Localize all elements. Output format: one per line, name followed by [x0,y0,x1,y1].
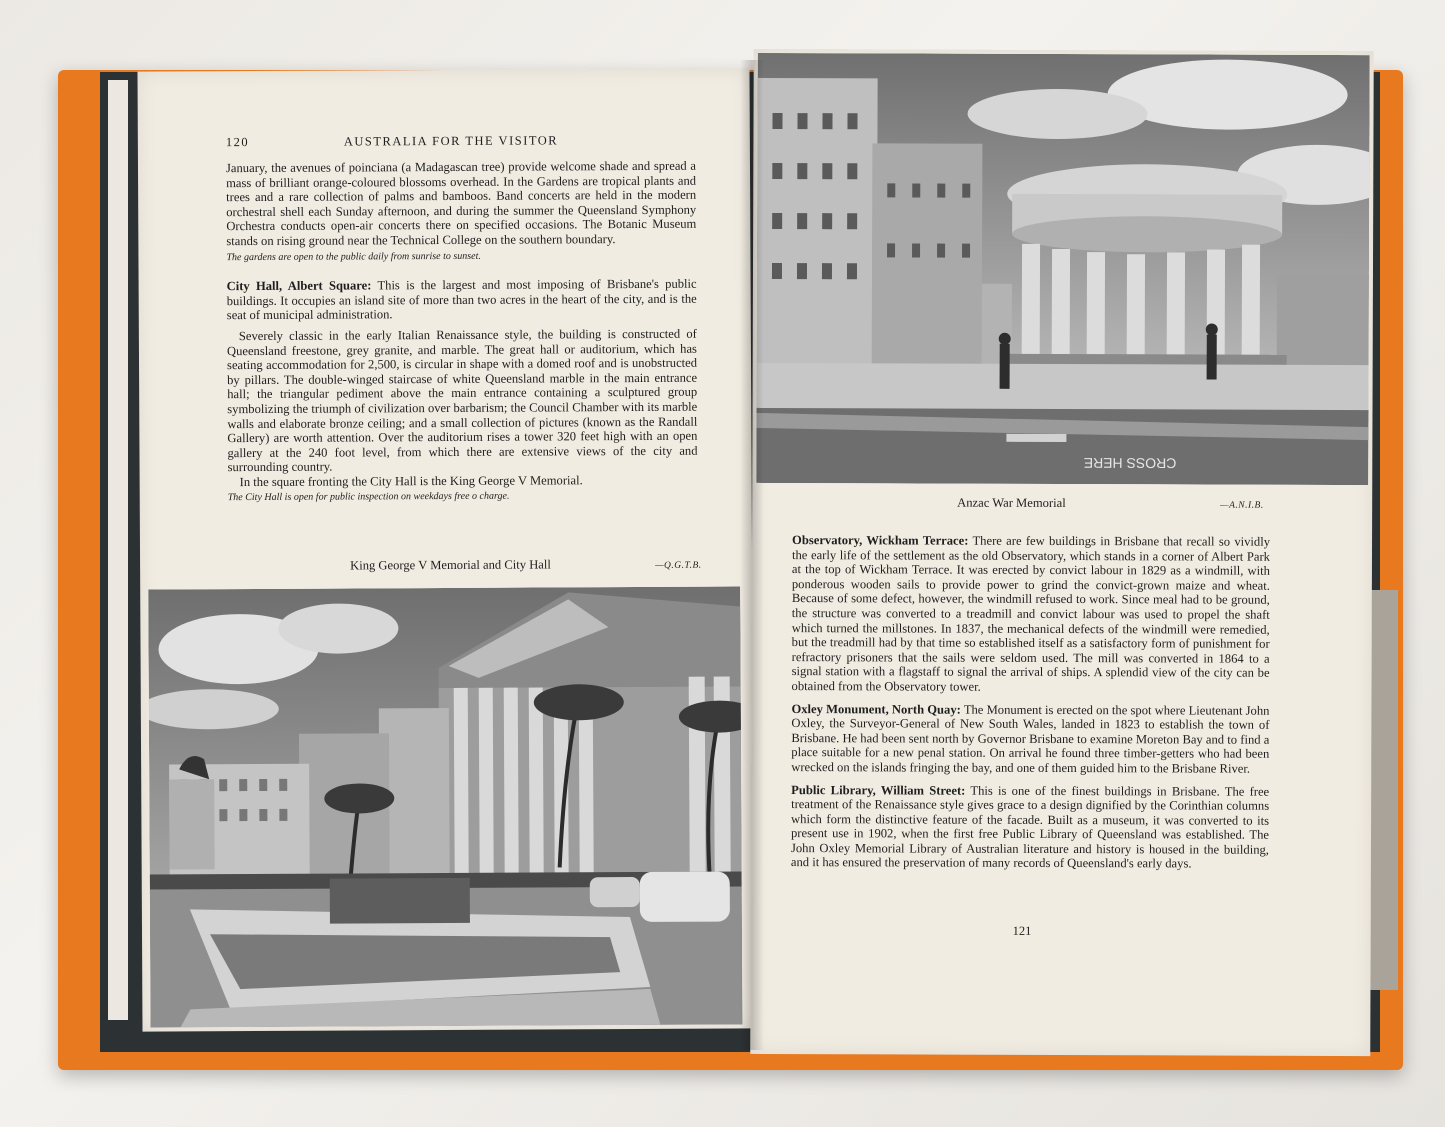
page-edges-right [1370,590,1398,990]
running-header [225,133,696,150]
city-hall-photo-image [148,586,742,1027]
anzac-memorial-photo [756,53,1369,485]
photo-credit-left: —Q.G.T.B. [655,560,702,571]
section-heading: Observatory, Wickham Terrace: [792,533,969,548]
right-page [750,49,1374,1056]
paragraph: Severely classic in the early Italian Renaissance style, the building is constructed of Queensland freestone, grey granite, and marble. The great hall or auditorium, which has seating accommodation for 2,500, is circular in shape with a domed roof and is unobstructed by pillars. The double-winged staircase of white Queensland marble in the main entrance hall; the triangular pediment above the main entrance containing a sculptured group symbolizing the triumph of civilization over barbarism; the Council Chamber with its marble walls and elaborate bronze ceiling; and a small collection of pictures (known as the Randall Gallery) are worth attention. Over the auditorium rises a tower 320 feet high with an open gallery at the 240 foot level, from which there are extensive views of the city and surrounding country. [226,326,698,475]
section-heading: City Hall, Albert Square: [226,278,372,294]
page-edges-left [108,80,128,1020]
photo-caption-right: Anzac War Memorial [957,495,1066,511]
city-hall-photo [148,586,742,1027]
page-number-right: 121 [1012,923,1032,938]
paragraph-text: There are few buildings in Brisbane that recall so vividly the early life of the settlement as the old Observatory, which stands in a corner of Albert Park at the top of Wickham Terrace. It was erected by convict labour in 1829 as a windmill, with ponderous wooden sails to provide power to grind the convict-grown maize and wheat. Because of some defect, however, the windmill refused to work. Since meal had to be ground, the structure was converted to a treadmill and convict labour was used to propel the shaft which turned the millstones. In 1837, the mechanical defects of the windmill were remedied, but the treadmill had by that time so established itself as a satisfactory form of punishment for refractory prisoners that the sails were seldom used. The mill was converted in 1864 to a signal station with a flagstaff to signal the arrival of ships. A splendid view of the city can be obtained from the Observatory tower. [791,533,1271,694]
left-body-text [226,159,698,507]
running-head: AUSTRALIA FOR THE VISITOR [343,133,559,149]
page-number-left: 120 [225,135,250,150]
paragraph: January, the avenues of poinciana (a Madagascan tree) provide welcome shade and spread a mass of brilliant orange-coloured blossoms overhead. In the Gardens are tropical plants and trees and a rare collection of palms and bamboos. Band concerts are held in the modern orchestral shell each Sunday afternoon, and during the summer the Queensland Symphony Orchestra conducts open-air concerts there on specified occasions. The Botanic Museum stands on rising ground near the Technical College on the southern boundary. [225,158,697,249]
paragraph [227,277,697,323]
cross-here-sign: CROSS HERE [1083,455,1177,472]
paragraph [792,533,1271,695]
left-page [137,68,754,1031]
paragraph-text: This is one of the finest buildings in Brisbane. The free treatment of the Renaissance style gives grace to a design dignified by the Corinthian columns which form the distinctive feature of the facade. Built as a museum, it was converted to its present use in 1902, when the first free Public Library of Queensland was established. The John Oxley Memorial Library of Australian literature and history is housed in the building, and it has ensured the preservation of many records of Queensland's early days. [790,783,1270,871]
anzac-memorial-photo-image [756,53,1369,485]
paragraph-text: The Monument is erected on the spot where Lieutenant John Oxley, the Surveyor-General of New South Wales, landed in 1823 to establish the town of Brisbane. He had been sent north by Governor Brisbane to examine Moreton Bay and to find a place suitable for a new penal station. On arrival he found three timber-getters who had been wrecked on the islands fringing the bay, and one of them guided him to the Brisbane River. [791,702,1270,776]
photo-credit-right: —A.N.I.B. [1220,500,1264,511]
section-heading: Oxley Monument, North Quay: [791,701,961,717]
book-gutter-shadow [740,60,764,1050]
paragraph [791,783,1269,872]
city-hall-note: The City Hall is open for public inspection on weekdays free o charge. [227,491,510,504]
gardens-note: The gardens are open to the public daily from sunrise to sunset. [226,250,481,263]
section-heading: Public Library, William Street: [791,782,966,798]
paragraph [791,702,1269,777]
paragraph-text: This is the largest and most imposing of Brisbane's public buildings. It occupies an island site of more than two acres in the heart of the city, and is the seat of municipal administration. [226,276,697,323]
right-body-text [791,533,1270,872]
paragraph: In the square fronting the City Hall is the King George V Memorial. [239,473,583,489]
photo-caption-left: King George V Memorial and City Hall [350,557,551,573]
